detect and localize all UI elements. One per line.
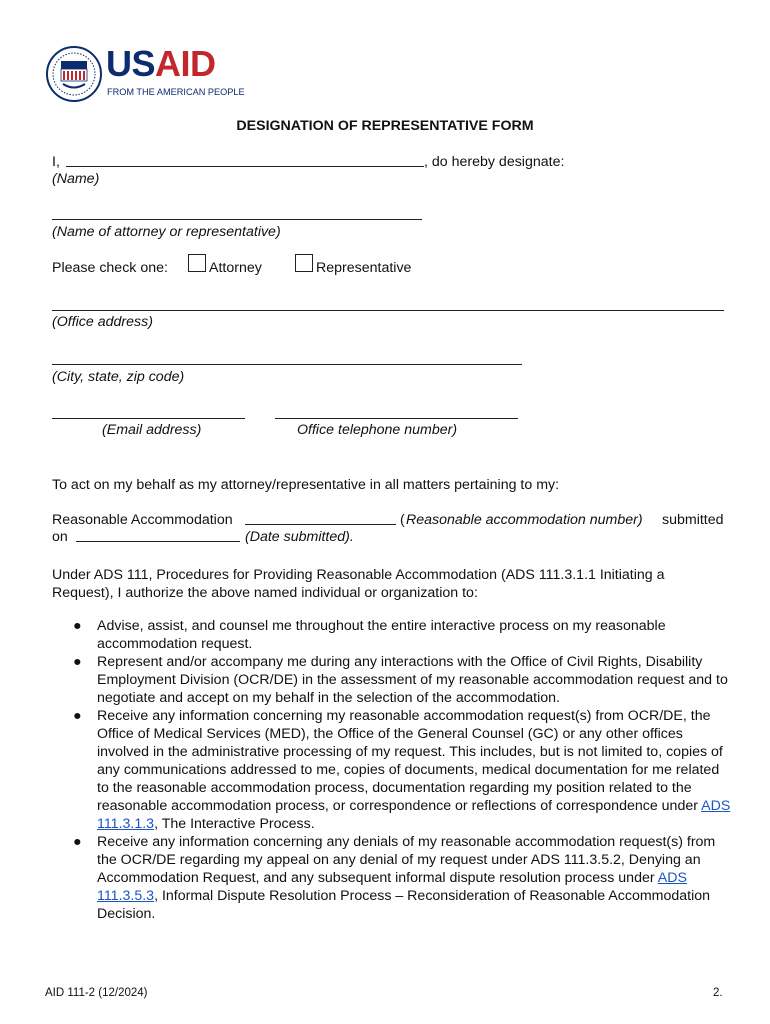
representative-option-label: Representative: [316, 260, 412, 276]
bullet-text-denials: Receive any information concerning any denials of my reasonable accommodation request(s) from the OCR/DE regarding my appeal on any denial of my request under ADS 111.3.5.2, Denying an Accommodation Request, and any subsequent informal dispute resolution process under: [97, 834, 716, 886]
phone-input-line[interactable]: [275, 418, 518, 419]
act-on-behalf-text: To act on my behalf as my attorney/representative in all matters pertaining to my:: [52, 477, 560, 493]
list-item: [52, 707, 732, 833]
usaid-tagline: FROM THE AMERICAN PEOPLE: [107, 87, 245, 97]
date-label: (Date submitted).: [245, 529, 354, 545]
ra-prefix: Reasonable Accommodation: [52, 512, 233, 528]
office-address-label: (Office address): [52, 314, 153, 330]
ads-111-3-5-3-link[interactable]: ADS 111.3.5.3: [97, 870, 687, 904]
list-item: [52, 833, 732, 923]
bullet-icon: ●: [73, 618, 82, 634]
bullet-icon: ●: [73, 708, 82, 724]
name-label: (Name): [52, 171, 100, 187]
attorney-name-label: (Name of attorney or representative): [52, 224, 281, 240]
attorney-checkbox[interactable]: [188, 254, 206, 272]
list-item: [52, 617, 732, 653]
attorney-option-label: Attorney: [209, 260, 262, 276]
ra-open-paren: (: [400, 512, 405, 528]
page-number: 2.: [713, 987, 723, 999]
date-input-line[interactable]: [76, 541, 240, 542]
city-input-line[interactable]: [52, 364, 522, 365]
representative-checkbox[interactable]: [295, 254, 313, 272]
bullet-text-denials-tail: , Informal Dispute Resolution Process – Reconsideration of Reasonable Accommodation Decision.: [97, 888, 711, 922]
ra-submitted-text: submitted: [662, 512, 724, 528]
form-id: AID 111-2 (12/2024): [45, 987, 148, 999]
bullet-icon: ●: [73, 654, 82, 670]
email-input-line[interactable]: [52, 418, 245, 419]
phone-label: Office telephone number): [297, 422, 458, 438]
office-address-input-line[interactable]: [52, 310, 724, 311]
name-input-line[interactable]: [66, 166, 424, 167]
city-label: (City, state, zip code): [52, 369, 185, 385]
authorization-list: [52, 617, 732, 923]
ra-number-label: Reasonable accommodation number): [406, 512, 643, 528]
usaid-logo: [45, 44, 245, 106]
email-label: (Email address): [102, 422, 202, 438]
line1-suffix: , do hereby designate:: [424, 154, 565, 170]
form-title: DESIGNATION OF REPRESENTATIVE FORM: [236, 118, 534, 134]
ads-111-3-1-3-link[interactable]: ADS 111.3.1.3: [97, 798, 731, 832]
usaid-seal-icon: [45, 44, 103, 104]
bullet-text-receive-info-tail: , The Interactive Process.: [154, 816, 315, 832]
check-prompt: Please check one:: [52, 260, 168, 276]
ra-number-input-line[interactable]: [245, 524, 396, 525]
attorney-name-input-line[interactable]: [52, 219, 422, 220]
bullet-text-advise: Advise, assist, and counsel me throughout the entire interactive process on my reasonable accommodation request.: [97, 618, 666, 652]
on-label: on: [52, 529, 68, 545]
list-item: [52, 653, 732, 707]
authorize-paragraph: Under ADS 111, Procedures for Providing Reasonable Accommodation (ADS 111.3.1.1 Initiating a Request), I authorize the above named individual or organization to:: [52, 567, 665, 601]
bullet-text-represent: Represent and/or accompany me during any interactions with the Office of Civil Rights, Disability Employment Division (OCR/DE) in the assessment of my reasonable accommodation request and to negotiate and accept on my behalf in the selection of the accommodation.: [97, 654, 728, 706]
usaid-wordmark: USAID: [106, 43, 216, 84]
bullet-text-receive-info: Receive any information concerning my reasonable accommodation request(s) from OCR/DE, the Office of Medical Services (MED), the Office of the General Counsel (GC) or any other offices involved in the administrative processing of my request. This includes, but is not limited to, copies of any communications addressed to me, copies of documents, medical documentation for me related to the reasonable accommodation process, documentation regarding my position related to the reasonable accommodation process, or correspondence or reflections of correspondence under: [97, 708, 723, 814]
line1-prefix: I,: [52, 154, 60, 170]
bullet-icon: ●: [73, 834, 82, 850]
